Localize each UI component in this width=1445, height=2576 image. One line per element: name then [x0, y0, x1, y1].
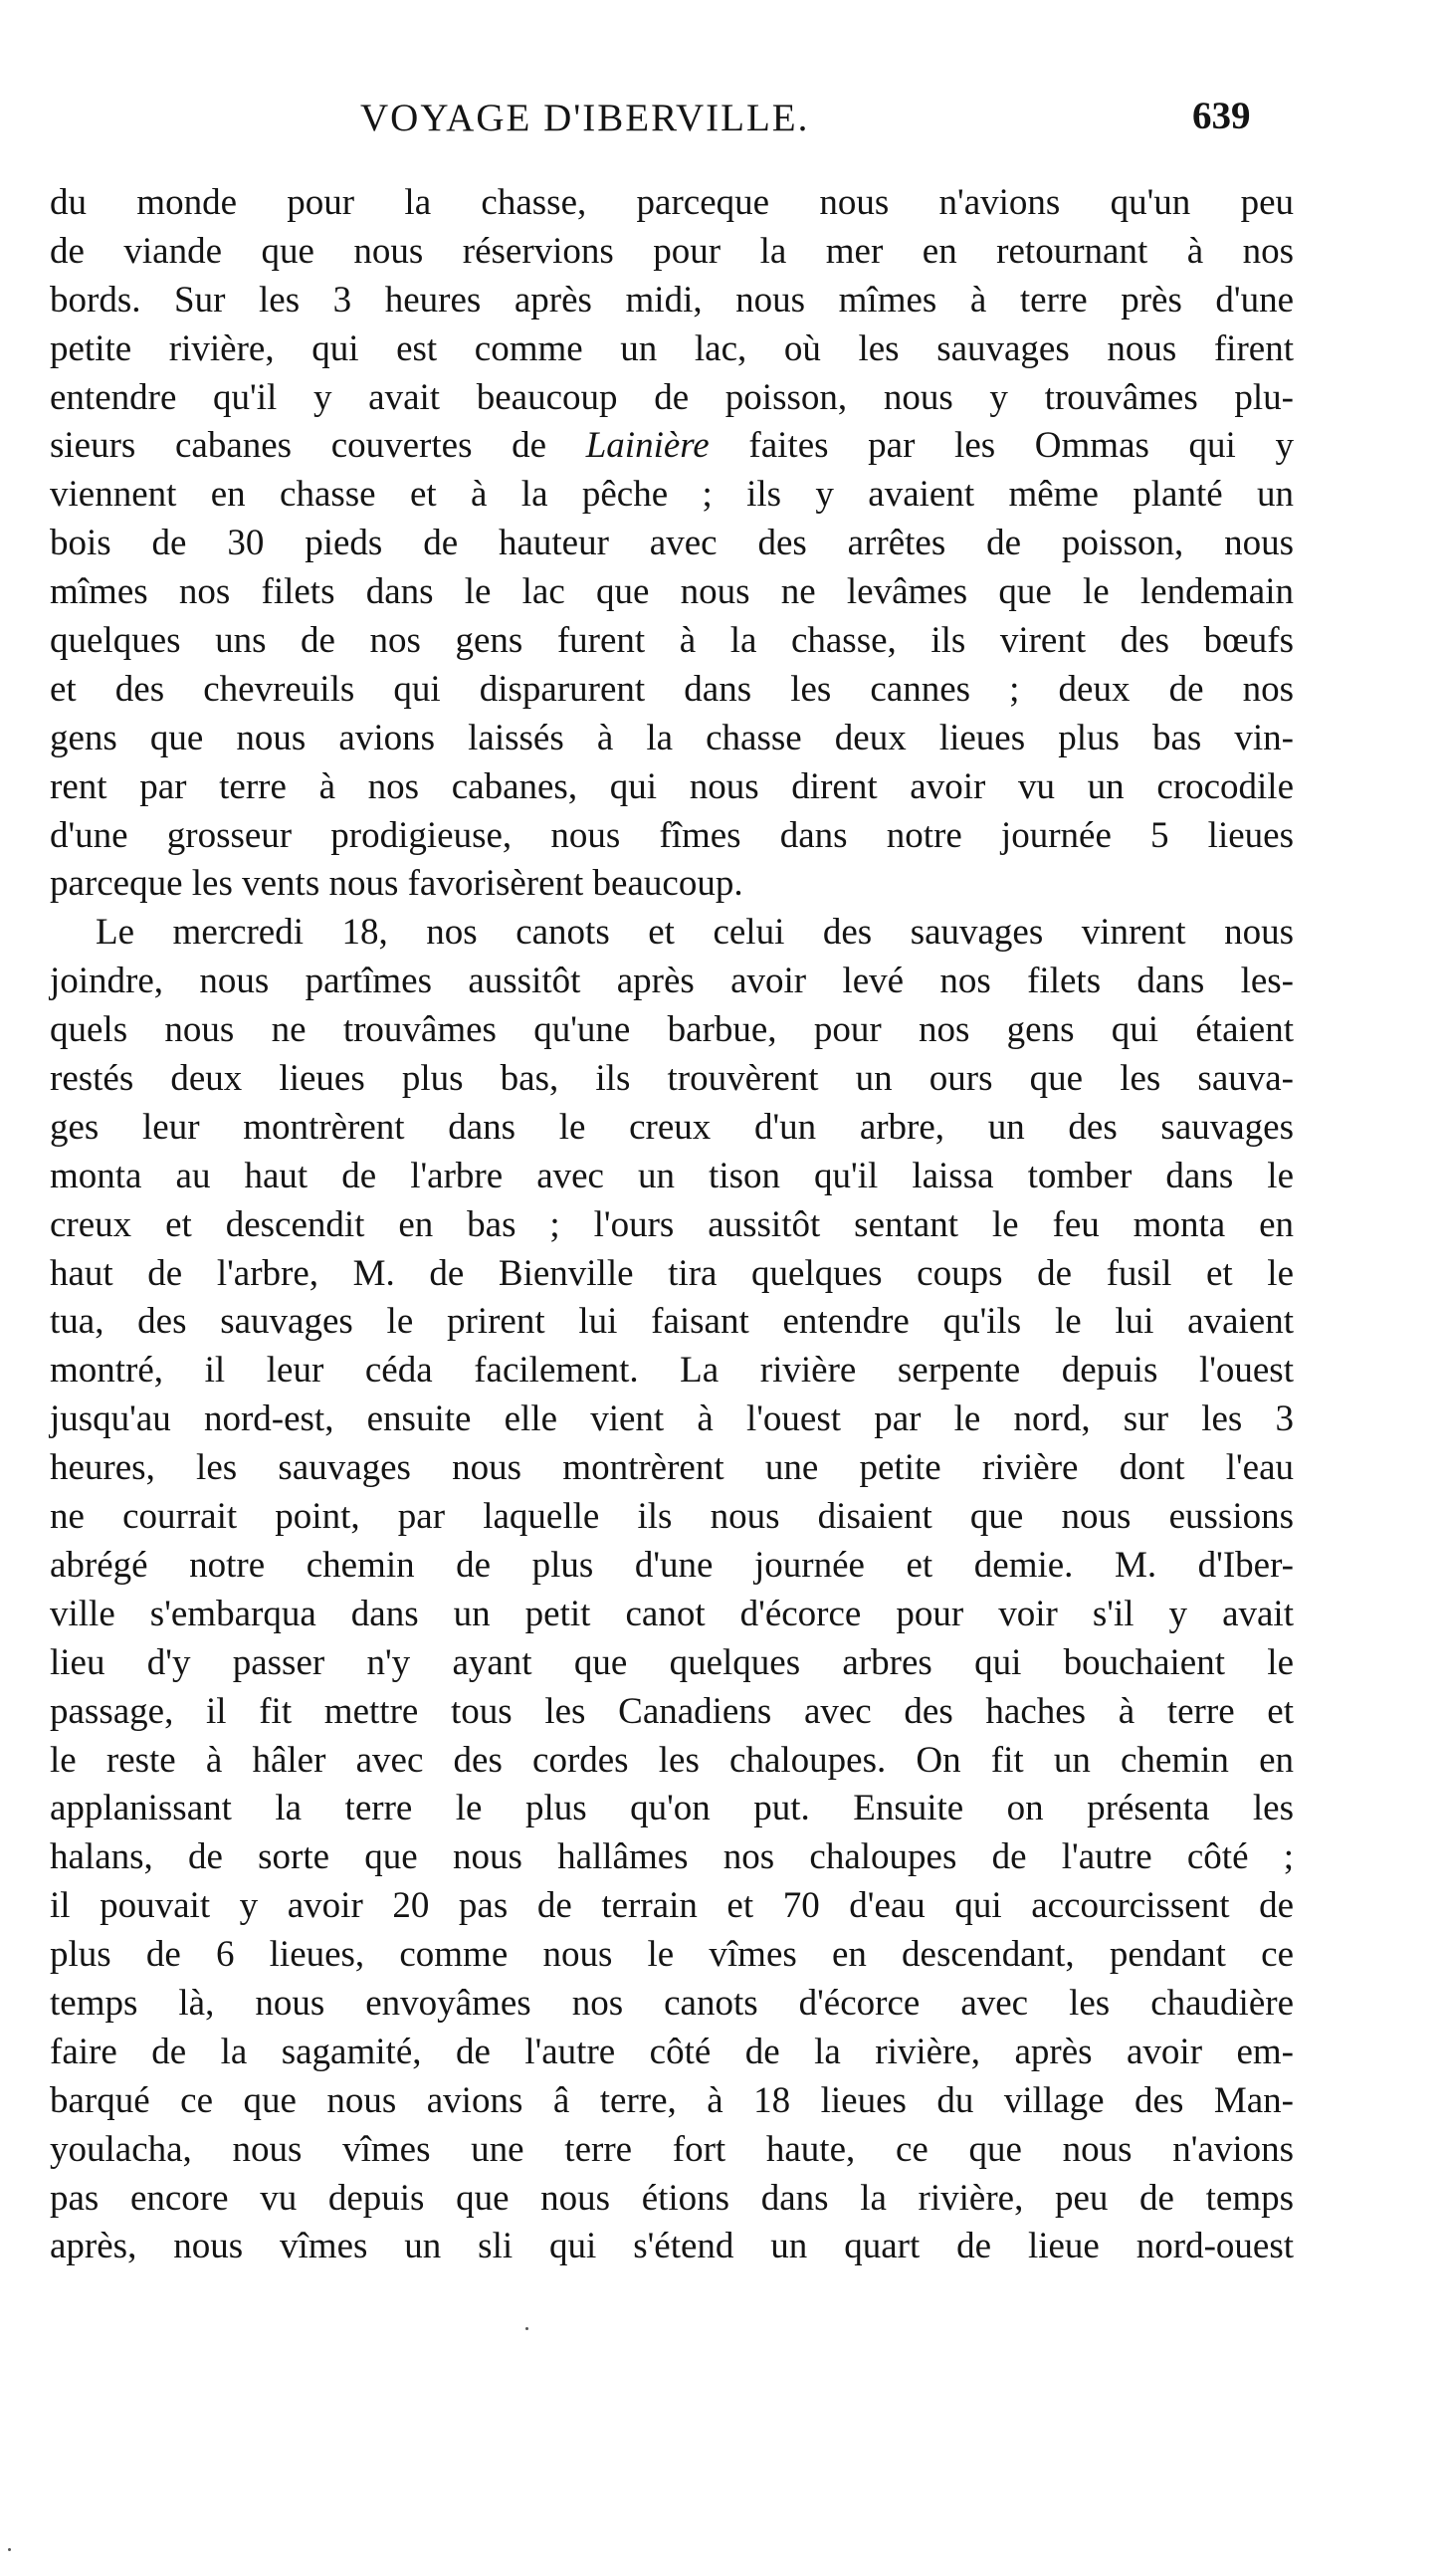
- text-line: youlacha, nous vîmes une terre fort haute, ce que nous n'avions: [50, 2128, 1294, 2170]
- text-line: d'une grosseur prodigieuse, nous fîmes dans notre journée 5 lieues: [50, 814, 1294, 856]
- text-line: tua, des sauvages le prirent lui faisant entendre qu'ils le lui avaient: [50, 1301, 1294, 1343]
- text-line: haut de l'arbre, M. de Bienville tira quelques coups de fusil et le: [50, 1252, 1294, 1294]
- text-line: jusqu'au nord-est, ensuite elle vient à l'ouest par le nord, sur les 3: [50, 1398, 1294, 1440]
- text-line: montré, il leur céda facilement. La rivière serpente depuis l'ouest: [50, 1350, 1294, 1392]
- page-header: [0, 96, 1445, 155]
- text-line: restés deux lieues plus bas, ils trouvèrent un ours que les sauva-: [50, 1058, 1294, 1100]
- text-line: faire de la sagamité, de l'autre côté de la rivière, après avoir em-: [50, 2031, 1294, 2072]
- page-number: 639: [1192, 95, 1251, 137]
- text-line: mîmes nos filets dans le lac que nous ne levâmes que le lendemain: [50, 571, 1294, 613]
- text-line: lieu d'y passer n'y ayant que quelques arbres qui bouchaient le: [50, 1641, 1294, 1683]
- text-line: plus de 6 lieues, comme nous le vîmes en descendant, pendant ce: [50, 1934, 1294, 1976]
- text-line: du monde pour la chasse, parceque nous n'avions qu'un peu: [50, 182, 1294, 223]
- text-line: pas encore vu depuis que nous étions dans la rivière, peu de temps: [50, 2177, 1294, 2219]
- text-line: entendre qu'il y avait beaucoup de poisson, nous y trouvâmes plu-: [50, 376, 1294, 418]
- text-line: le reste à hâler avec des cordes les chaloupes. On fit un chemin en: [50, 1739, 1294, 1781]
- text-line: temps là, nous envoyâmes nos canots d'écorce avec les chaudière: [50, 1982, 1294, 2024]
- print-speck: [8, 2548, 11, 2551]
- paragraph-1: [50, 179, 1294, 909]
- text-line: après, nous vîmes un sli qui s'étend un quart de lieue nord-ouest: [50, 2226, 1294, 2267]
- text-line: quelques uns de nos gens furent à la chasse, ils virent des bœufs: [50, 620, 1294, 662]
- text-line: ne courrait point, par laquelle ils nous disaient que nous eussions: [50, 1496, 1294, 1538]
- running-title: VOYAGE D'IBERVILLE.: [360, 97, 810, 139]
- text-line: bords. Sur les 3 heures après midi, nous mîmes à terre près d'une: [50, 279, 1294, 321]
- text-line: viennent en chasse et à la pêche ; ils y avaient même planté un: [50, 474, 1294, 516]
- text-line: parceque les vents nous favorisèrent beaucoup.: [50, 863, 743, 905]
- text-line: et des chevreuils qui disparurent dans les cannes ; deux de nos: [50, 668, 1294, 710]
- text-line: creux et descendit en bas ; l'ours aussitôt sentant le feu monta en: [50, 1203, 1294, 1245]
- text-line: de viande que nous réservions pour la mer en retournant à nos: [50, 230, 1294, 272]
- text-line: ville s'embarqua dans un petit canot d'écorce pour voir s'il y avait: [50, 1593, 1294, 1634]
- text-line: bois de 30 pieds de hauteur avec des arrêtes de poisson, nous: [50, 523, 1294, 564]
- text-line: halans, de sorte que nous hallâmes nos chaloupes de l'autre côté ;: [50, 1836, 1294, 1878]
- text-line: petite rivière, qui est comme un lac, où les sauvages nous firent: [50, 327, 1294, 369]
- text-line: passage, il fit mettre tous les Canadiens avec des haches à terre et: [50, 1690, 1294, 1732]
- text-line: gens que nous avions laissés à la chasse deux lieues plus bas vin-: [50, 717, 1294, 758]
- text-line: joindre, nous partîmes aussitôt après avoir levé nos filets dans les-: [50, 961, 1294, 1002]
- print-speck: [525, 2327, 528, 2330]
- text-line: ges leur montrèrent dans le creux d'un arbre, un des sauvages: [50, 1106, 1294, 1148]
- text-line: rent par terre à nos cabanes, qui nous dirent avoir vu un crocodile: [50, 765, 1294, 807]
- text-line: heures, les sauvages nous montrèrent une petite rivière dont l'eau: [50, 1447, 1294, 1489]
- text-line: barqué ce que nous avions â terre, à 18 lieues du village des Man-: [50, 2079, 1294, 2121]
- text-line: il pouvait y avoir 20 pas de terrain et 70 d'eau qui accourcissent de: [50, 1885, 1294, 1927]
- text-line: abrégé notre chemin de plus d'une journée et demie. M. d'Iber-: [50, 1544, 1294, 1586]
- text-line: quels nous ne trouvâmes qu'une barbue, pour nos gens qui étaient: [50, 1009, 1294, 1051]
- italic-word: Lainière: [585, 425, 710, 467]
- text-line: sieurs cabanes couvertes de Lainière faites par les Ommas qui y: [50, 425, 1294, 467]
- text-line: monta au haut de l'arbre avec un tison qu'il laissa tomber dans le: [50, 1155, 1294, 1196]
- paragraph-2: [50, 909, 1294, 2271]
- body-text: [50, 179, 1294, 2271]
- text-line: Le mercredi 18, nos canots et celui des sauvages vinrent nous: [96, 912, 1294, 954]
- text-line: applanissant la terre le plus qu'on put. Ensuite on présenta les: [50, 1788, 1294, 1829]
